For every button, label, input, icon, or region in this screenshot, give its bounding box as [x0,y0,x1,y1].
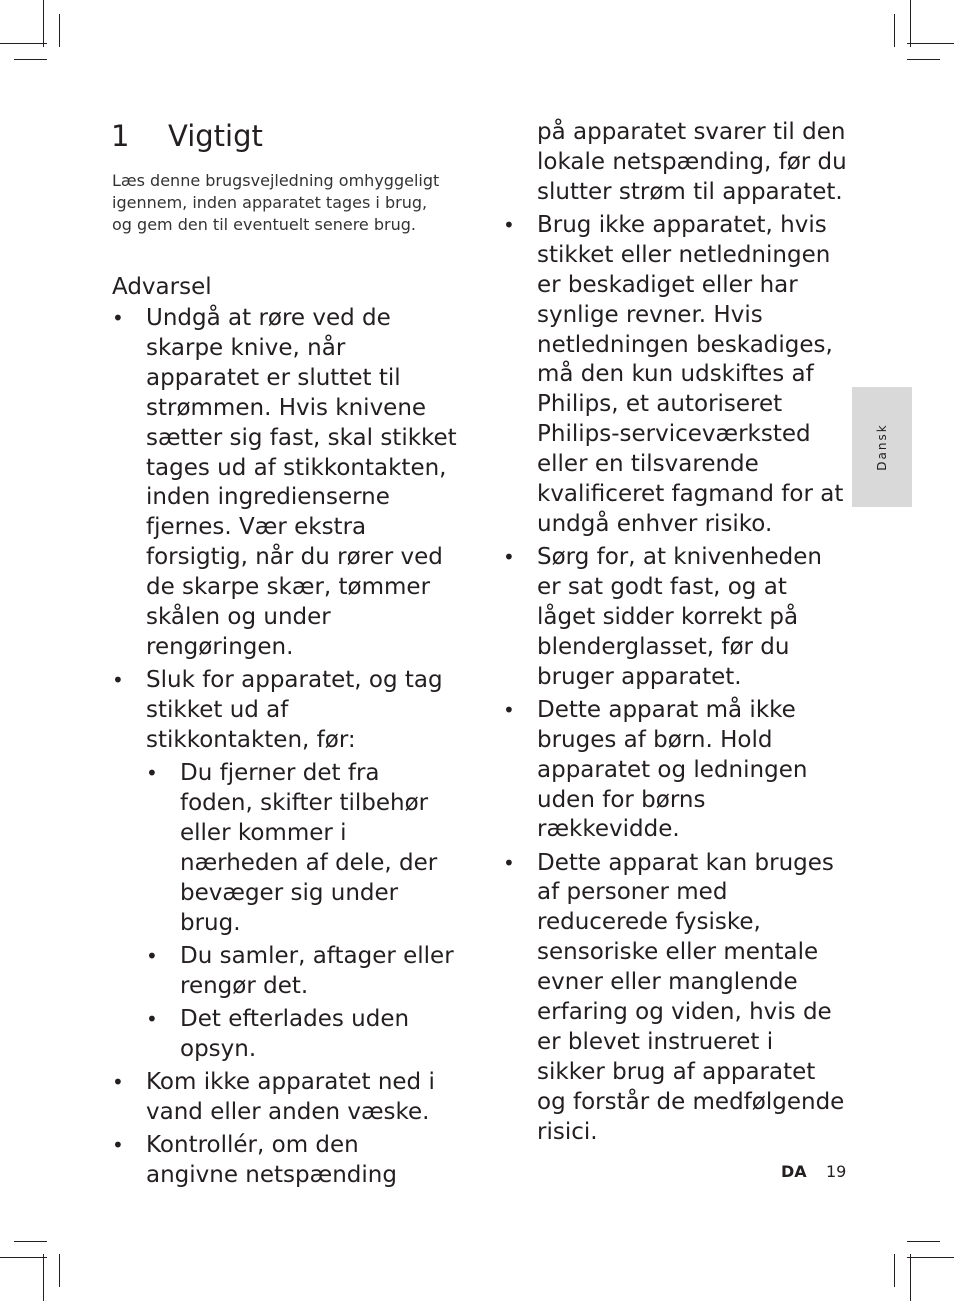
section-number: 1 [111,119,130,153]
sub-list-item [146,1005,457,1065]
bullet: • [112,668,124,693]
section-heading [111,116,263,156]
bullet: • [503,545,515,570]
list-item-text: Kontrollér, om den angivne netspænding [146,1131,397,1188]
list-item-text: Sluk for apparatet, og tag stikket ud af stikkontakten, før: [146,667,443,753]
bullet: • [503,697,515,722]
list-item-text: Brug ikke apparatet, hvis stikket eller netledningen er beskadiget eller har synlige revner. Hvis netledningen beskadiges, må den kun udskiftes af Philips, et autoriseret Philips-serviceværksted eller en tilsvarende kvalificeret fagmand for at undgå enhver risiko. [537,211,844,537]
intro-paragraph: Læs denne brugsvejledning omhyggeligt igennem, inden apparatet tages i brug, og gem den til eventuelt senere brug. [112,171,440,234]
bullet: • [112,1069,124,1094]
warning-heading: Advarsel [112,274,212,300]
warning-list-continued [503,211,848,1148]
sub-list-item-text: Du fjerner det fra foden, skifter tilbehør eller kommer i nærheden af dele, der bevæger sig under brug. [180,759,438,936]
page-number: 19 [826,1162,847,1181]
bullet: • [146,943,158,968]
list-item [503,211,848,540]
crop-mark [59,1254,60,1287]
bullet: • [503,850,515,875]
crop-mark [59,14,60,47]
continued-text: på apparatet svarer til den lokale netspænding, før du slutter strøm til apparatet. [537,119,847,205]
crop-mark [907,1241,940,1242]
list-item [112,1131,457,1191]
bullet: • [112,1132,124,1157]
sub-list-item [146,759,457,938]
crop-mark [43,0,44,47]
list-item-text: Kom ikke apparatet ned i vand eller anden væske. [146,1068,435,1125]
list-item-text: Dette apparat må ikke bruges af børn. Hold apparatet og ledningen uden for børns rækkevidde. [537,696,808,843]
crop-mark [894,1254,895,1287]
crop-mark [907,1257,954,1258]
list-item [112,1068,457,1128]
sub-list-item [146,942,457,1002]
sub-list [146,759,457,1064]
list-item [112,304,457,663]
crop-mark [907,59,940,60]
sub-list-item-text: Det efterlades uden opsyn. [180,1005,410,1062]
bullet: • [112,306,124,330]
language-tab-label: Dansk [875,423,889,471]
bullet: • [146,1006,158,1031]
crop-mark [910,0,911,47]
list-item [112,666,457,1064]
crop-mark [0,1257,47,1258]
crop-mark [907,43,954,44]
crop-mark [0,43,47,44]
list-item [503,849,848,1148]
list-item-text: Sørg for, at knivenheden er sat godt fast, og at låget sidder korrekt på blenderglasset, før du bruger apparatet. [537,544,822,690]
crop-mark [14,59,47,60]
crop-mark [43,1254,44,1301]
footer-language-code: DA [781,1162,807,1181]
list-item [503,543,848,693]
crop-mark [894,14,895,47]
warning-list [112,304,457,1190]
bullet: • [503,212,515,237]
list-item [503,696,848,846]
crop-mark [910,1254,911,1301]
language-tab [852,387,912,507]
column-right [503,118,848,1151]
list-item-text: Dette apparat kan bruges af personer med reducerede fysiske, sensoriske eller mentale evner eller manglende erfaring og viden, hvis de er blevet instrueret i sikker brug af apparatet og forstår de medfølgende risici. [537,849,845,1145]
column-left [112,304,457,1194]
list-item-text: Undgå at røre ved de skarpe knive, når apparatet er sluttet til strømmen. Hvis knivene sætter sig fast, skal stikket tages ud af stikkontakten, inden ingredienserne fjernes. Vær ekstra forsigtig, når du rører ved de skarpe skær, tømmer skålen og under rengøringen. [146,305,457,660]
crop-mark [14,1241,47,1242]
sub-list-item-text: Du samler, aftager eller rengør det. [180,942,454,999]
bullet: • [146,760,158,785]
section-title: Vigtigt [168,119,263,153]
